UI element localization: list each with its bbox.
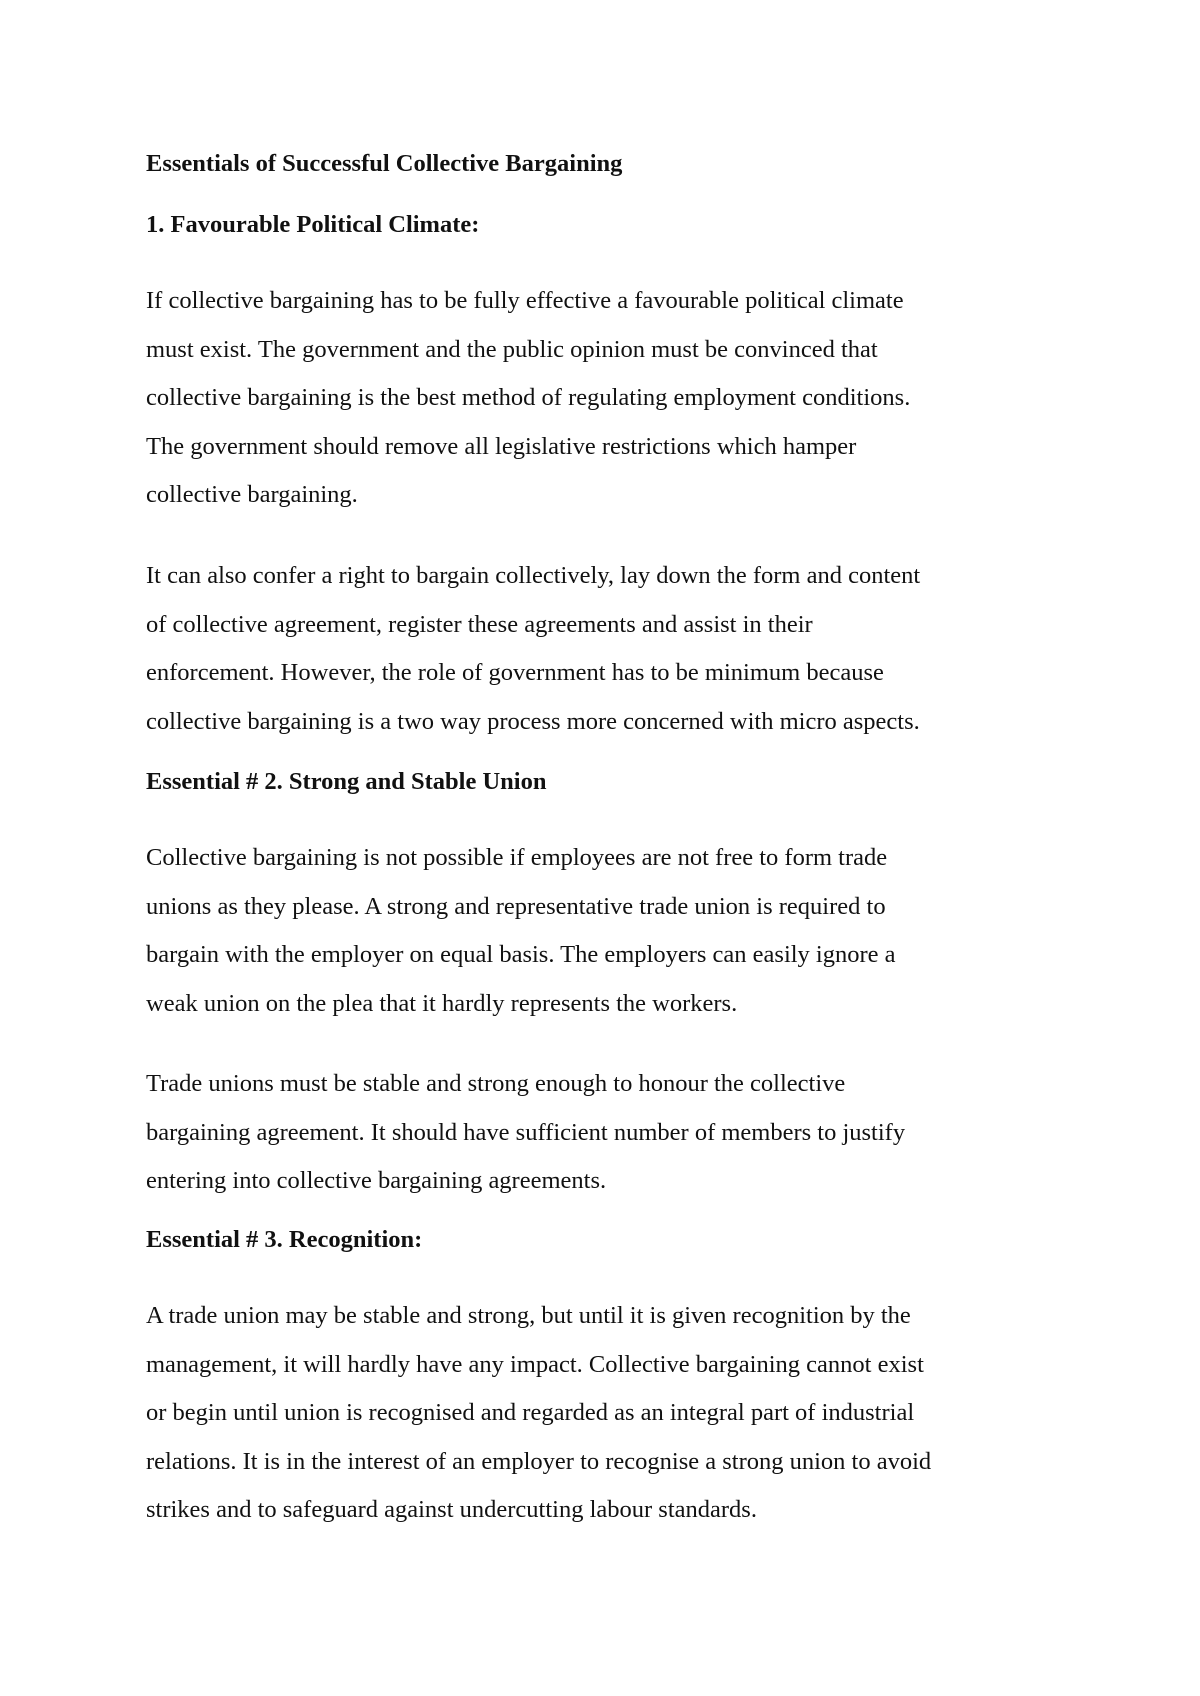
text-line: collective bargaining is a two way process more concerned with micro aspects. [146, 707, 920, 735]
paragraph-strong-union-2 [146, 1060, 1066, 1206]
text-line: strikes and to safeguard against undercutting labour standards. [146, 1496, 757, 1523]
text-line: The government should remove all legislative restrictions which hamper [146, 432, 857, 460]
text-line: enforcement. However, the role of government has to be minimum because [146, 659, 884, 686]
section-heading-recognition: Essential # 3. Recognition: [146, 1226, 423, 1253]
text-line: of collective agreement, register these agreements and assist in their [146, 610, 813, 638]
section-heading-strong-stable-union: Essential # 2. Strong and Stable Union [146, 768, 547, 795]
text-line: bargaining agreement. It should have sufficient number of members to justify [146, 1118, 906, 1146]
text-line: relations. It is in the interest of an employer to recognise a strong union to avoid [146, 1447, 932, 1475]
text-line: If collective bargaining has to be fully effective a favourable political climate [146, 287, 904, 314]
text-line: bargain with the employer on equal basis. The employers can easily ignore a [146, 941, 896, 968]
text-line: A trade union may be stable and strong, but until it is given recognition by the [146, 1302, 911, 1329]
paragraph-recognition-1 [146, 1292, 1066, 1535]
text-line: weak union on the plea that it hardly represents the workers. [146, 989, 738, 1017]
paragraph-political-climate-2 [146, 552, 1066, 746]
text-line: must exist. The government and the public opinion must be convinced that [146, 335, 878, 363]
section-heading-political-climate: 1. Favourable Political Climate: [146, 211, 480, 238]
text-line: management, it will hardly have any impact. Collective bargaining cannot exist [146, 1350, 924, 1378]
text-line: unions as they please. A strong and representative trade union is required to [146, 892, 886, 920]
text-line: Collective bargaining is not possible if employees are not free to form trade [146, 844, 888, 871]
text-line: or begin until union is recognised and regarded as an integral part of industrial [146, 1399, 915, 1426]
text-line: entering into collective bargaining agreements. [146, 1167, 607, 1194]
text-line: It can also confer a right to bargain collectively, lay down the form and content [146, 562, 921, 589]
text-line: collective bargaining. [146, 481, 358, 508]
document-title: Essentials of Successful Collective Bargaining [146, 150, 623, 177]
text-line: collective bargaining is the best method of regulating employment conditions. [146, 384, 911, 411]
text-line: Trade unions must be stable and strong enough to honour the collective [146, 1070, 846, 1097]
paragraph-political-climate-1 [146, 277, 1066, 520]
paragraph-strong-union-1 [146, 834, 1066, 1028]
